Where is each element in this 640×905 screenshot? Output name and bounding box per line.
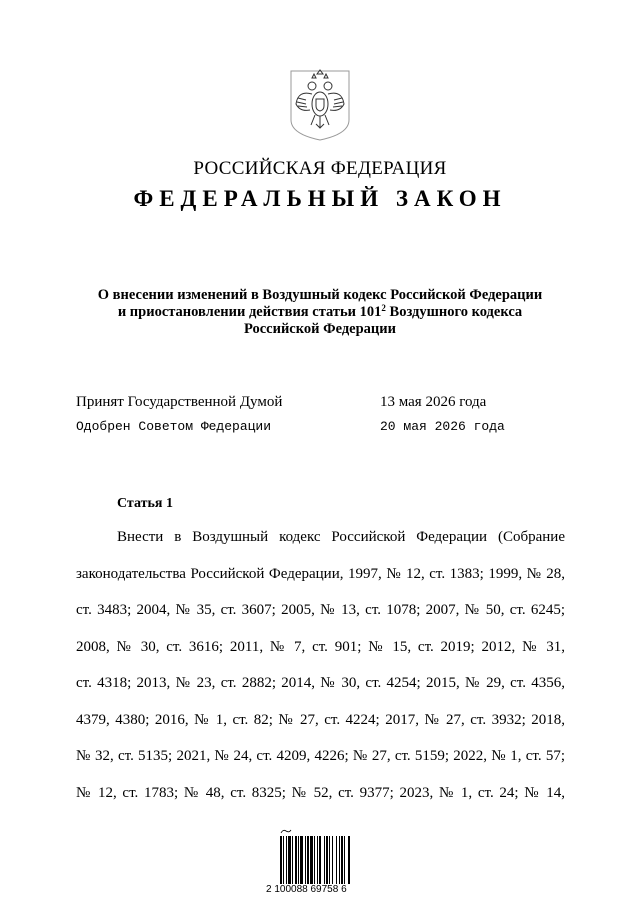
barcode-bar xyxy=(288,836,291,884)
law-title-line xyxy=(60,304,580,321)
law-title xyxy=(60,287,580,338)
barcode-bar xyxy=(307,836,309,884)
barcode-bars xyxy=(280,836,370,884)
adoption-date: 13 мая 2026 года xyxy=(380,394,487,410)
body-line: 2008, № 30, ст. 3616; 2011, № 7, ст. 901; № 15, ст. 2019; 2012, № 31, xyxy=(76,638,565,655)
barcode-bar xyxy=(332,836,333,884)
approval-date: 20 мая 2026 года xyxy=(380,419,505,434)
article-body xyxy=(76,525,565,817)
barcode-bar xyxy=(339,836,340,884)
coat-of-arms-icon xyxy=(288,68,352,142)
document-type: ФЕДЕРАЛЬНЫЙ ЗАКОН xyxy=(133,186,507,211)
body-line: 4379, 4380; 2016, № 1, ст. 82; № 27, ст. 4224; 2017, № 27, ст. 3932; 2018, xyxy=(76,711,565,728)
barcode-bar xyxy=(314,836,315,884)
barcode-bar xyxy=(341,836,343,884)
law-title-line: Российской Федерации xyxy=(243,321,396,337)
barcode-bar xyxy=(280,836,282,884)
barcode-bar xyxy=(310,836,313,884)
barcode-bar xyxy=(300,836,303,884)
article-heading: Статья 1 xyxy=(117,496,173,511)
law-title-text: и приостановлении действия статьи 101 xyxy=(117,304,382,320)
barcode-bar xyxy=(344,836,345,884)
body-line: № 32, ст. 5135; 2021, № 24, ст. 4209, 4226; № 27, ст. 5159; 2022, № 1, ст. 57; xyxy=(76,748,565,764)
country-name: РОССИЙСКАЯ ФЕДЕРАЦИЯ xyxy=(193,158,447,179)
law-title-line: О внесении изменений в Воздушный кодекс Российской Федерации xyxy=(97,287,543,303)
barcode-bar xyxy=(326,836,328,884)
barcode-bar xyxy=(305,836,306,884)
barcode-mark-icon xyxy=(280,828,292,834)
barcode-number: 2 100088 69758 6 xyxy=(266,884,347,895)
barcode-bar xyxy=(286,836,287,884)
barcode-bar xyxy=(324,836,325,884)
barcode-bar xyxy=(319,836,321,884)
barcode-bar xyxy=(336,836,337,884)
body-line: законодательства Российской Федерации, 1997, № 12, ст. 1383; 1999, № 28, xyxy=(76,565,565,582)
law-title-text: Воздушного кодекса xyxy=(385,304,523,320)
barcode-bar xyxy=(295,836,297,884)
barcode-bar xyxy=(298,836,299,884)
body-line: ст. 4318; 2013, № 23, ст. 2882; 2014, № 30, ст. 4254; 2015, № 29, ст. 4356, xyxy=(76,675,565,691)
approval-label: Одобрен Советом Федерации xyxy=(76,419,272,434)
superscript: 2 xyxy=(381,303,386,313)
barcode-bar xyxy=(348,836,350,884)
barcode xyxy=(266,828,376,898)
barcode-bar xyxy=(317,836,318,884)
barcode-bar xyxy=(283,836,284,884)
body-line: № 12, ст. 1783; № 48, ст. 8325; № 52, ст. 9377; 2023, № 1, ст. 24; № 14, xyxy=(76,784,565,801)
barcode-bar xyxy=(329,836,330,884)
body-line: Внести в Воздушный кодекс Российской Федерации (Собрание xyxy=(117,529,565,545)
adoption-label: Принят Государственной Думой xyxy=(76,394,283,410)
body-line: ст. 3483; 2004, № 35, ст. 3607; 2005, № 13, ст. 1078; 2007, № 50, ст. 6245; xyxy=(76,602,565,618)
barcode-bar xyxy=(292,836,293,884)
